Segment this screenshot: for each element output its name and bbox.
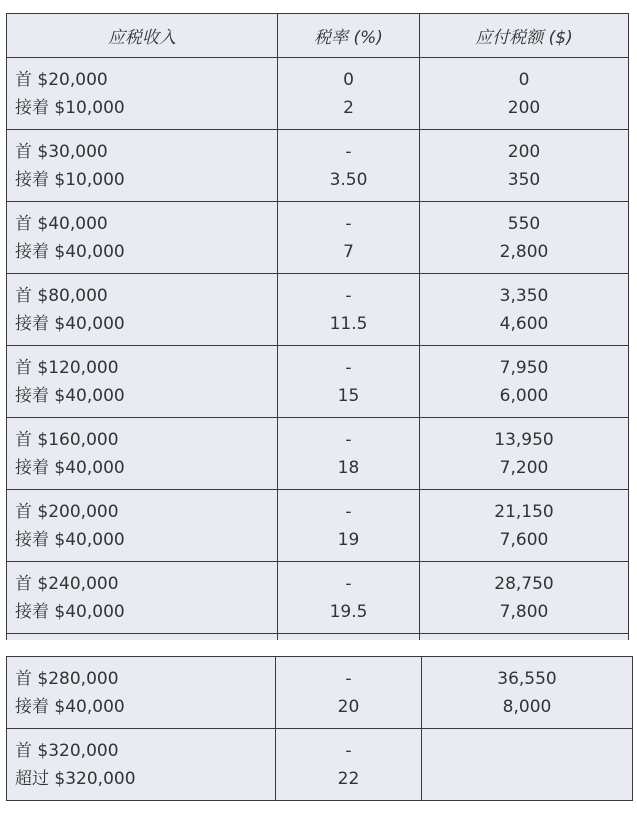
rate-line-1: -	[345, 285, 352, 306]
income-line-1: 首 $120,000	[15, 357, 119, 378]
rate-line-1: -	[345, 357, 352, 378]
table-row	[7, 562, 629, 634]
tax-line-1: 21,150	[494, 501, 554, 522]
table-row-stub	[7, 634, 629, 641]
tax-cell	[420, 202, 629, 274]
rate-line-2: 7	[343, 241, 354, 262]
tax-cell	[420, 490, 629, 562]
table-row	[7, 657, 633, 729]
income-cell	[7, 562, 278, 634]
tax-cell	[420, 418, 629, 490]
header-tax: 应付税额 ($)	[420, 14, 629, 58]
income-line-1: 首 $320,000	[15, 740, 119, 761]
income-cell	[7, 418, 278, 490]
rate-cell	[278, 490, 420, 562]
tax-line-1: 550	[507, 213, 541, 234]
income-cell	[7, 58, 278, 130]
rate-line-1: -	[345, 501, 352, 522]
income-line-2: 接着 $40,000	[15, 241, 125, 262]
rate-line-2: 19	[337, 529, 360, 550]
income-line-1: 首 $30,000	[15, 141, 108, 162]
tax-cell	[420, 130, 629, 202]
income-line-1: 首 $80,000	[15, 285, 108, 306]
rate-cell	[278, 274, 420, 346]
rate-line-1: -	[345, 141, 352, 162]
rate-cell	[278, 130, 420, 202]
rate-line-2: 20	[337, 696, 360, 717]
table-row	[7, 346, 629, 418]
tax-cell	[420, 274, 629, 346]
rate-line-1: -	[345, 740, 352, 761]
tax-line-2: 4,600	[499, 313, 549, 334]
rate-cell	[278, 562, 420, 634]
header-rate: 税率 (%)	[278, 14, 420, 58]
tax-cell	[420, 346, 629, 418]
rate-cell	[278, 58, 420, 130]
rate-line-1: -	[345, 668, 352, 689]
rate-line-1: 0	[343, 69, 354, 90]
stub-cell	[278, 634, 420, 641]
rate-line-2: 11.5	[329, 313, 368, 334]
tax-line-2: 6,000	[499, 385, 549, 406]
income-line-2: 接着 $40,000	[15, 313, 125, 334]
tax-line-1: 7,950	[499, 357, 549, 378]
rate-line-1: -	[345, 213, 352, 234]
income-cell	[7, 729, 276, 801]
income-cell	[7, 657, 276, 729]
income-line-2: 超过 $320,000	[15, 768, 136, 789]
income-line-2: 接着 $40,000	[15, 385, 125, 406]
header-row	[7, 14, 629, 58]
rate-cell	[276, 657, 422, 729]
tax-table-top	[6, 13, 629, 640]
table-row	[7, 418, 629, 490]
table-row	[7, 729, 633, 801]
tax-cell	[420, 58, 629, 130]
tax-line-1: 36,550	[497, 668, 557, 689]
tax-line-1: 0	[518, 69, 530, 90]
income-line-2: 接着 $10,000	[15, 97, 125, 118]
income-line-2: 接着 $40,000	[15, 457, 125, 478]
rate-line-2: 22	[337, 768, 360, 789]
rate-line-2: 3.50	[329, 169, 368, 190]
income-line-2: 接着 $40,000	[15, 529, 125, 550]
income-line-1: 首 $40,000	[15, 213, 108, 234]
tax-cell	[422, 729, 633, 801]
tax-cell	[420, 562, 629, 634]
tax-line-1: 200	[507, 141, 541, 162]
tax-line-1: 28,750	[494, 573, 554, 594]
income-line-1: 首 $280,000	[15, 668, 119, 689]
rate-line-2: 18	[337, 457, 360, 478]
tax-line-2: 200	[507, 97, 541, 118]
tax-line-2: 8,000	[502, 696, 552, 717]
income-line-1: 首 $200,000	[15, 501, 119, 522]
income-line-2: 接着 $10,000	[15, 169, 125, 190]
tax-line-2	[422, 765, 632, 793]
income-line-1: 首 $160,000	[15, 429, 119, 450]
income-cell	[7, 202, 278, 274]
rate-cell	[278, 202, 420, 274]
rate-cell	[278, 418, 420, 490]
income-line-2: 接着 $40,000	[15, 601, 125, 622]
table-row	[7, 274, 629, 346]
rate-line-2: 2	[343, 97, 354, 118]
table-row	[7, 490, 629, 562]
rate-line-1: -	[345, 573, 352, 594]
tax-cell	[422, 657, 633, 729]
tax-line-2: 7,200	[499, 457, 549, 478]
rate-cell	[276, 729, 422, 801]
stub-cell	[420, 634, 629, 641]
rate-line-2: 15	[337, 385, 360, 406]
tax-table-bottom	[6, 656, 633, 801]
income-cell	[7, 346, 278, 418]
income-line-1: 首 $240,000	[15, 573, 119, 594]
header-income: 应税收入	[7, 14, 278, 58]
income-cell	[7, 130, 278, 202]
income-line-1: 首 $20,000	[15, 69, 108, 90]
rate-line-2: 19.5	[329, 601, 368, 622]
tax-line-1: 3,350	[499, 285, 549, 306]
table-row	[7, 202, 629, 274]
tax-line-2: 2,800	[499, 241, 549, 262]
table-row	[7, 58, 629, 130]
tax-line-2: 7,600	[499, 529, 549, 550]
income-cell	[7, 274, 278, 346]
tax-line-2: 7,800	[499, 601, 549, 622]
tax-line-1	[422, 737, 632, 765]
rate-cell	[278, 346, 420, 418]
stub-cell	[7, 634, 278, 641]
rate-line-1: -	[345, 429, 352, 450]
table-row	[7, 130, 629, 202]
tax-line-2: 350	[507, 169, 541, 190]
income-line-2: 接着 $40,000	[15, 696, 125, 717]
income-cell	[7, 490, 278, 562]
tax-line-1: 13,950	[494, 429, 554, 450]
